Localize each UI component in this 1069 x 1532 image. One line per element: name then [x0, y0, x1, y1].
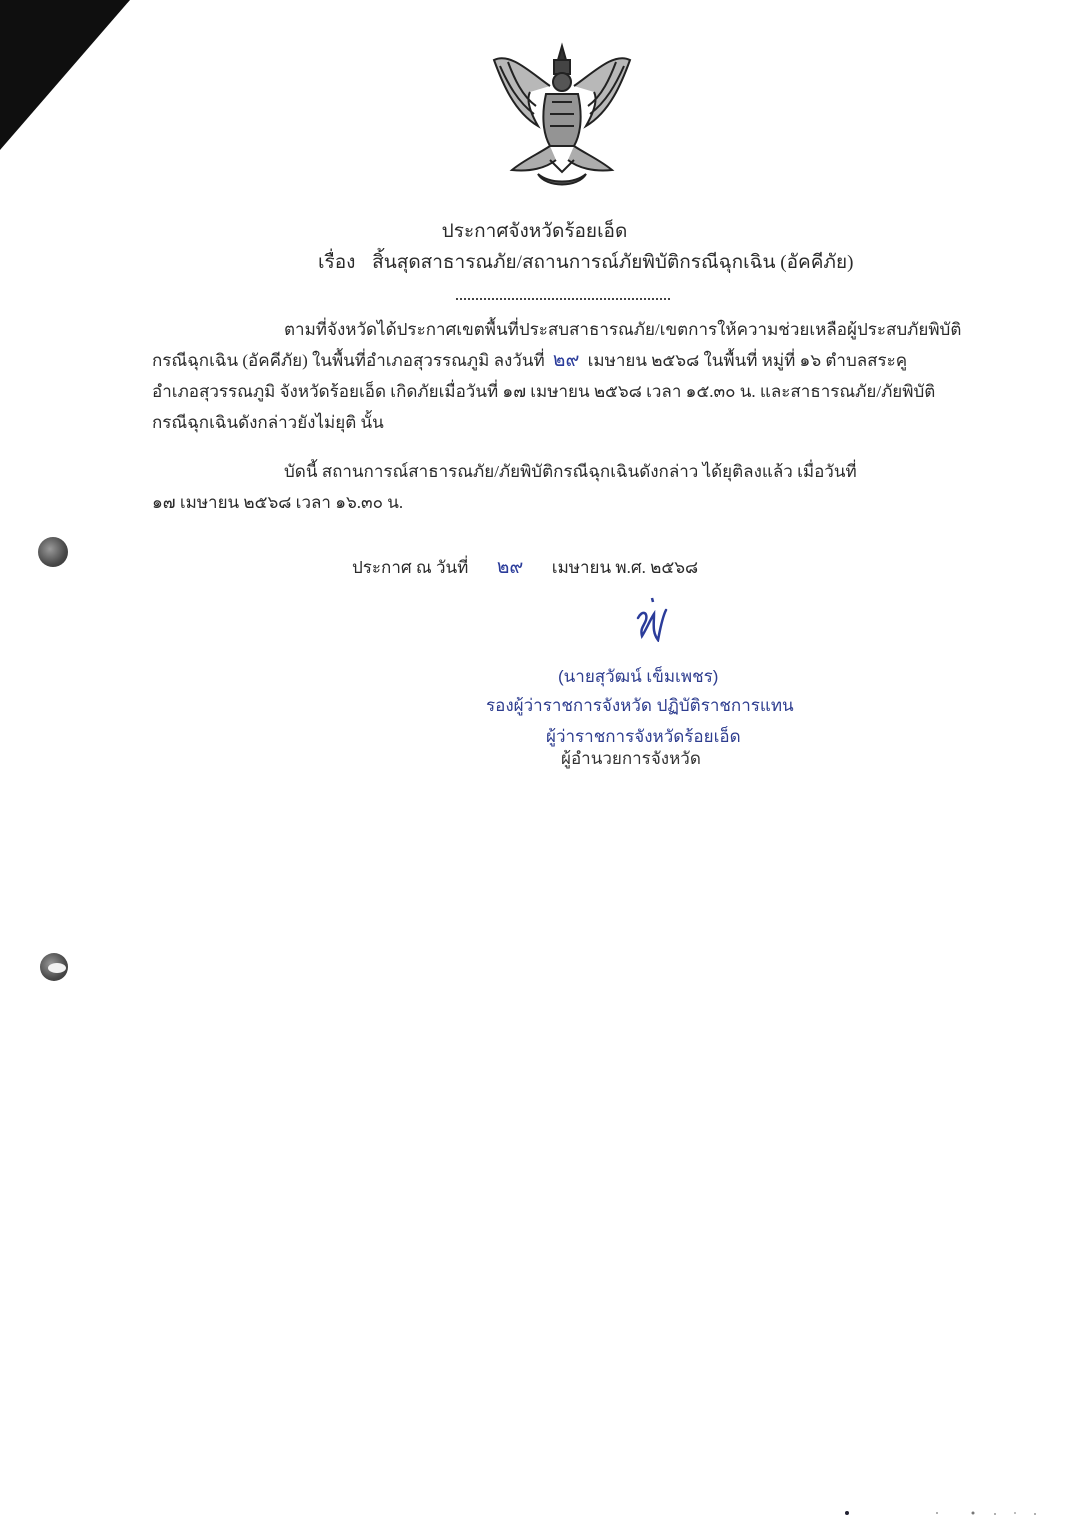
punch-hole-bottom	[40, 953, 68, 981]
paragraph-1-line-1: ตามที่จังหวัดได้ประกาศเขตพื้นที่ประสบสาธารณภัย/เขตการให้ความช่วยเหลือผู้ประสบภัยพิบัติ	[284, 320, 962, 339]
signer-position-3: ผู้อำนวยการจังหวัด	[561, 749, 701, 768]
subject-text: สิ้นสุดสาธารณภัย/สถานการณ์ภัยพิบัติกรณีฉุกเฉิน (อัคคีภัย)	[372, 252, 854, 273]
paragraph-1-line-2	[152, 345, 972, 376]
paragraph-1-line-2-b: เมษายน ๒๕๖๘ ในพื้นที่ หมู่ที่ ๑๖ ตำบลสระคู	[587, 351, 908, 370]
scan-specks	[845, 1508, 1045, 1518]
announce-prefix: ประกาศ ณ วันที่	[352, 558, 469, 577]
announcement-title: ประกาศจังหวัดร้อยเอ็ด	[441, 221, 628, 242]
punch-hole-top	[38, 537, 68, 567]
subject-line	[318, 247, 853, 277]
subject-label: เรื่อง	[318, 252, 356, 273]
signer-position-2: ผู้ว่าราชการจังหวัดร้อยเอ็ด	[546, 727, 741, 746]
paragraph-2-line-1: บัดนี้ สถานการณ์สาธารณภัย/ภัยพิบัติกรณีฉุกเฉินดังกล่าว ได้ยุติลงแล้ว เมื่อวันที่	[284, 462, 857, 481]
scan-corner-shadow	[0, 0, 130, 150]
announcement-date-line	[352, 552, 698, 582]
paragraph-1-line-4: กรณีฉุกเฉินดังกล่าวยังไม่ยุติ นั้น	[152, 413, 384, 432]
paragraph-1-line-3: อำเภอสุวรรณภูมิ จังหวัดร้อยเอ็ด เกิดภัยเมื่อวันที่ ๑๗ เมษายน ๒๕๖๘ เวลา ๑๕.๓๐ น. และสาธารณภัย/ภัยพิบัติ	[152, 382, 936, 401]
paragraph-1	[152, 314, 972, 438]
handwritten-day: ๒๙	[496, 556, 524, 578]
dotted-divider	[456, 298, 670, 300]
signer-position-1: รองผู้ว่าราชการจังหวัด ปฏิบัติราชการแทน	[486, 696, 794, 715]
announce-month-year: เมษายน พ.ศ. ๒๕๖๘	[551, 558, 699, 577]
paragraph-2-line-2: ๑๗ เมษายน ๒๕๖๘ เวลา ๑๖.๓๐ น.	[152, 493, 404, 512]
garuda-emblem-icon	[490, 42, 635, 192]
handwritten-signature	[632, 596, 672, 642]
signer-name: (นายสุวัฒน์ เข็มเพชร)	[558, 667, 719, 686]
handwritten-date: ๒๙	[552, 349, 580, 371]
paragraph-1-line-2-a: กรณีฉุกเฉิน (อัคคีภัย) ในพื้นที่อำเภอสุวรรณภูมิ ลงวันที่	[152, 351, 545, 370]
paragraph-2	[152, 456, 972, 518]
